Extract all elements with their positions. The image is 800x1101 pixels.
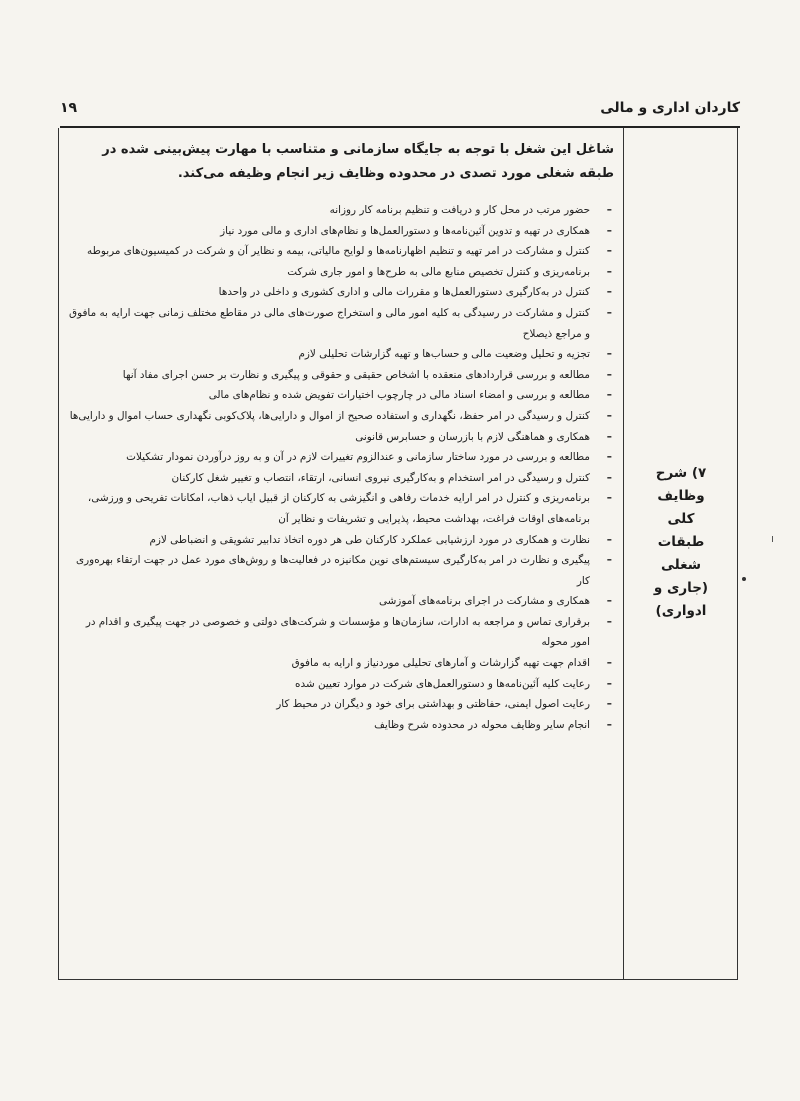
- duty-text: کنترل و رسیدگی در امر حفظ، نگهداری و استفاده صحیح از اموال و دارایی‌ها، پلاک‌کوبی نگهداری حساب اموال و دارایی‌ها: [69, 409, 590, 422]
- duty-item: [66, 344, 616, 365]
- header-title: کاردان اداری و مالی: [600, 100, 740, 116]
- duty-text: مطالعه و بررسی قراردادهای منعقده با اشخاص حقیقی و حقوقی و پیگیری و نظارت بر حسن اجرای مفاد آنها: [122, 368, 590, 381]
- bullet-dash-icon: –: [606, 677, 612, 690]
- duty-item: [66, 447, 616, 468]
- duty-text: حضور مرتب در محل کار و دریافت و تنظیم برنامه کار روزانه: [329, 204, 590, 216]
- duty-text: تجزیه و تحلیل وضعیت مالی و حساب‌ها و تهیه گزارشات تحلیلی لازم: [298, 348, 590, 361]
- duty-item: [66, 694, 616, 715]
- page-number: ۱۹: [60, 100, 78, 116]
- bullet-dash-icon: –: [606, 348, 612, 361]
- bullet-dash-icon: –: [606, 492, 612, 505]
- duty-text: کنترل در به‌کارگیری دستورالعمل‌ها و مقررات مالی و اداری کشوری و داخلی در واحدها: [218, 286, 590, 299]
- scan-mark: [772, 536, 773, 542]
- duty-item: [66, 715, 616, 736]
- duty-text: همکاری و مشارکت در اجرای برنامه‌های آموزشی: [378, 595, 590, 608]
- duty-item: [66, 200, 616, 221]
- intro-paragraph: شاغل این شغل با توجه به جایگاه سازمانی و متناسب با مهارت پیش‌بینی شده در طبقه شغلی مورد تصدی در محدوده وظایف زیر انجام وظیفه می‌کند.: [102, 142, 614, 181]
- section-label-line: کلی: [667, 511, 695, 527]
- duty-item: [66, 530, 616, 551]
- duty-text: انجام سایر وظایف محوله در محدوده شرح وظایف: [374, 718, 590, 731]
- bullet-dash-icon: –: [606, 533, 612, 546]
- section-label-line: طبقات: [657, 534, 705, 550]
- bullet-dash-icon: –: [606, 409, 612, 422]
- bullet-dash-icon: –: [606, 286, 612, 299]
- bullet-dash-icon: –: [606, 554, 612, 567]
- duty-text: برنامه‌ریزی و کنترل در امر ارایه خدمات رفاهی و انگیزشی به کارکنان از قبیل ایاب ذهاب، امکانات تفریحی و ورزشی، برنامه‌های اوقات فراغت، بهداشت محیط، پذیرایی و تشریفات و نظایر آن: [87, 492, 590, 525]
- bullet-dash-icon: –: [606, 430, 612, 443]
- bullet-dash-icon: –: [606, 265, 612, 278]
- duty-item: [66, 591, 616, 612]
- duty-item: [66, 488, 616, 529]
- duty-item: [66, 674, 616, 695]
- bullet-dash-icon: –: [606, 718, 612, 731]
- duty-text: مطالعه و بررسی در مورد ساختار سازمانی و عندالزوم تغییرات لازم در آن و به روز درآوردن نمودار تشکیلات: [126, 451, 590, 464]
- bullet-dash-icon: –: [606, 657, 612, 670]
- bullet-dash-icon: –: [606, 224, 612, 237]
- duty-item: [66, 427, 616, 448]
- bullet-dash-icon: –: [606, 698, 612, 711]
- duty-text: کنترل و مشارکت در رسیدگی به کلیه امور مالی و استخراج صورت‌های مالی در مقاطع مختلف زمانی جهت ارایه به مافوق و مراجع ذیصلاح: [69, 306, 590, 340]
- duty-text: برنامه‌ریزی و کنترل تخصیص منابع مالی به طرح‌ها و امور جاری شرکت: [287, 265, 590, 278]
- bullet-dash-icon: –: [606, 306, 612, 319]
- bullet-dash-icon: –: [606, 471, 612, 484]
- duty-item: [66, 241, 616, 262]
- section-label-line: ادواری): [655, 603, 707, 619]
- duty-item: [66, 303, 616, 344]
- bullet-dash-icon: –: [606, 595, 612, 608]
- section-label-line: ۷) شرح: [655, 465, 707, 481]
- duty-item: [66, 282, 616, 303]
- bullet-dash-icon: –: [606, 204, 612, 216]
- duty-text: نظارت و همکاری در مورد ارزشیابی عملکرد کارکنان طی هر دوره اتخاذ تدابیر تشویقی و انضباطی لازم: [149, 533, 590, 546]
- column-divider: [623, 128, 624, 980]
- scan-speck: [742, 577, 746, 581]
- duty-text: پیگیری و نظارت در امر به‌کارگیری سیستم‌های نوین مکانیزه در فعالیت‌ها و روش‌های مورد عمل در جهت ارتقاء بهره‌وری کار: [76, 554, 590, 587]
- duty-item: [66, 221, 616, 242]
- bullet-dash-icon: –: [606, 245, 612, 258]
- duty-item: [66, 385, 616, 406]
- duties-list: [66, 200, 616, 735]
- bullet-dash-icon: –: [606, 451, 612, 464]
- bullet-dash-icon: –: [606, 615, 612, 628]
- section-label-line: (جاری و: [653, 580, 709, 596]
- duty-text: کنترل و رسیدگی در امر استخدام و به‌کارگیری نیروی انسانی، ارتقاء، انتصاب و تغییر شغل کارکنان: [171, 471, 590, 484]
- duty-item: [66, 365, 616, 386]
- bullet-dash-icon: –: [606, 389, 612, 402]
- duty-item: [66, 468, 616, 489]
- duty-text: کنترل و مشارکت در امر تهیه و تنظیم اظهارنامه‌ها و لوایح مالیاتی، بیمه و نظایر آن و شرکت در کمیسیون‌های مربوطه: [87, 245, 590, 258]
- duty-text: اقدام جهت تهیه گزارشات و آمارهای تحلیلی موردنیاز و ارایه به مافوق: [291, 657, 590, 670]
- section-label: [625, 462, 737, 623]
- duty-item: [66, 406, 616, 427]
- section-label-line: شغلی: [660, 557, 702, 573]
- duty-text: رعایت کلیه آئین‌نامه‌ها و دستورالعمل‌های شرکت در موارد تعیین شده: [295, 677, 590, 690]
- duty-text: برقراری تماس و مراجعه به ادارات، سازمان‌ها و مؤسسات و شرکت‌های دولتی و خصوصی در جهت پیگیری و اقدام در امور محوله: [85, 615, 590, 649]
- duty-item: [66, 262, 616, 283]
- duties-content: [66, 138, 616, 735]
- duty-text: همکاری در تهیه و تدوین آئین‌نامه‌ها و دستورالعمل‌ها و نظام‌های اداری و مالی مورد نیاز: [220, 224, 590, 237]
- duty-item: [66, 612, 616, 653]
- duty-item: [66, 653, 616, 674]
- duty-text: همکاری و هماهنگی لازم با بازرسان و حسابرس قانونی: [355, 430, 590, 443]
- section-label-line: وظایف: [657, 488, 705, 504]
- duty-text: رعایت اصول ایمنی، حفاظتی و بهداشتی برای خود و دیگران در محیط کار: [276, 698, 590, 711]
- bullet-dash-icon: –: [606, 368, 612, 381]
- page-header: [60, 98, 740, 124]
- duty-text: مطالعه و بررسی و امضاء اسناد مالی در چارچوب اختیارات تفویض شده و نظام‌های مالی: [208, 389, 590, 402]
- duty-item: [66, 550, 616, 591]
